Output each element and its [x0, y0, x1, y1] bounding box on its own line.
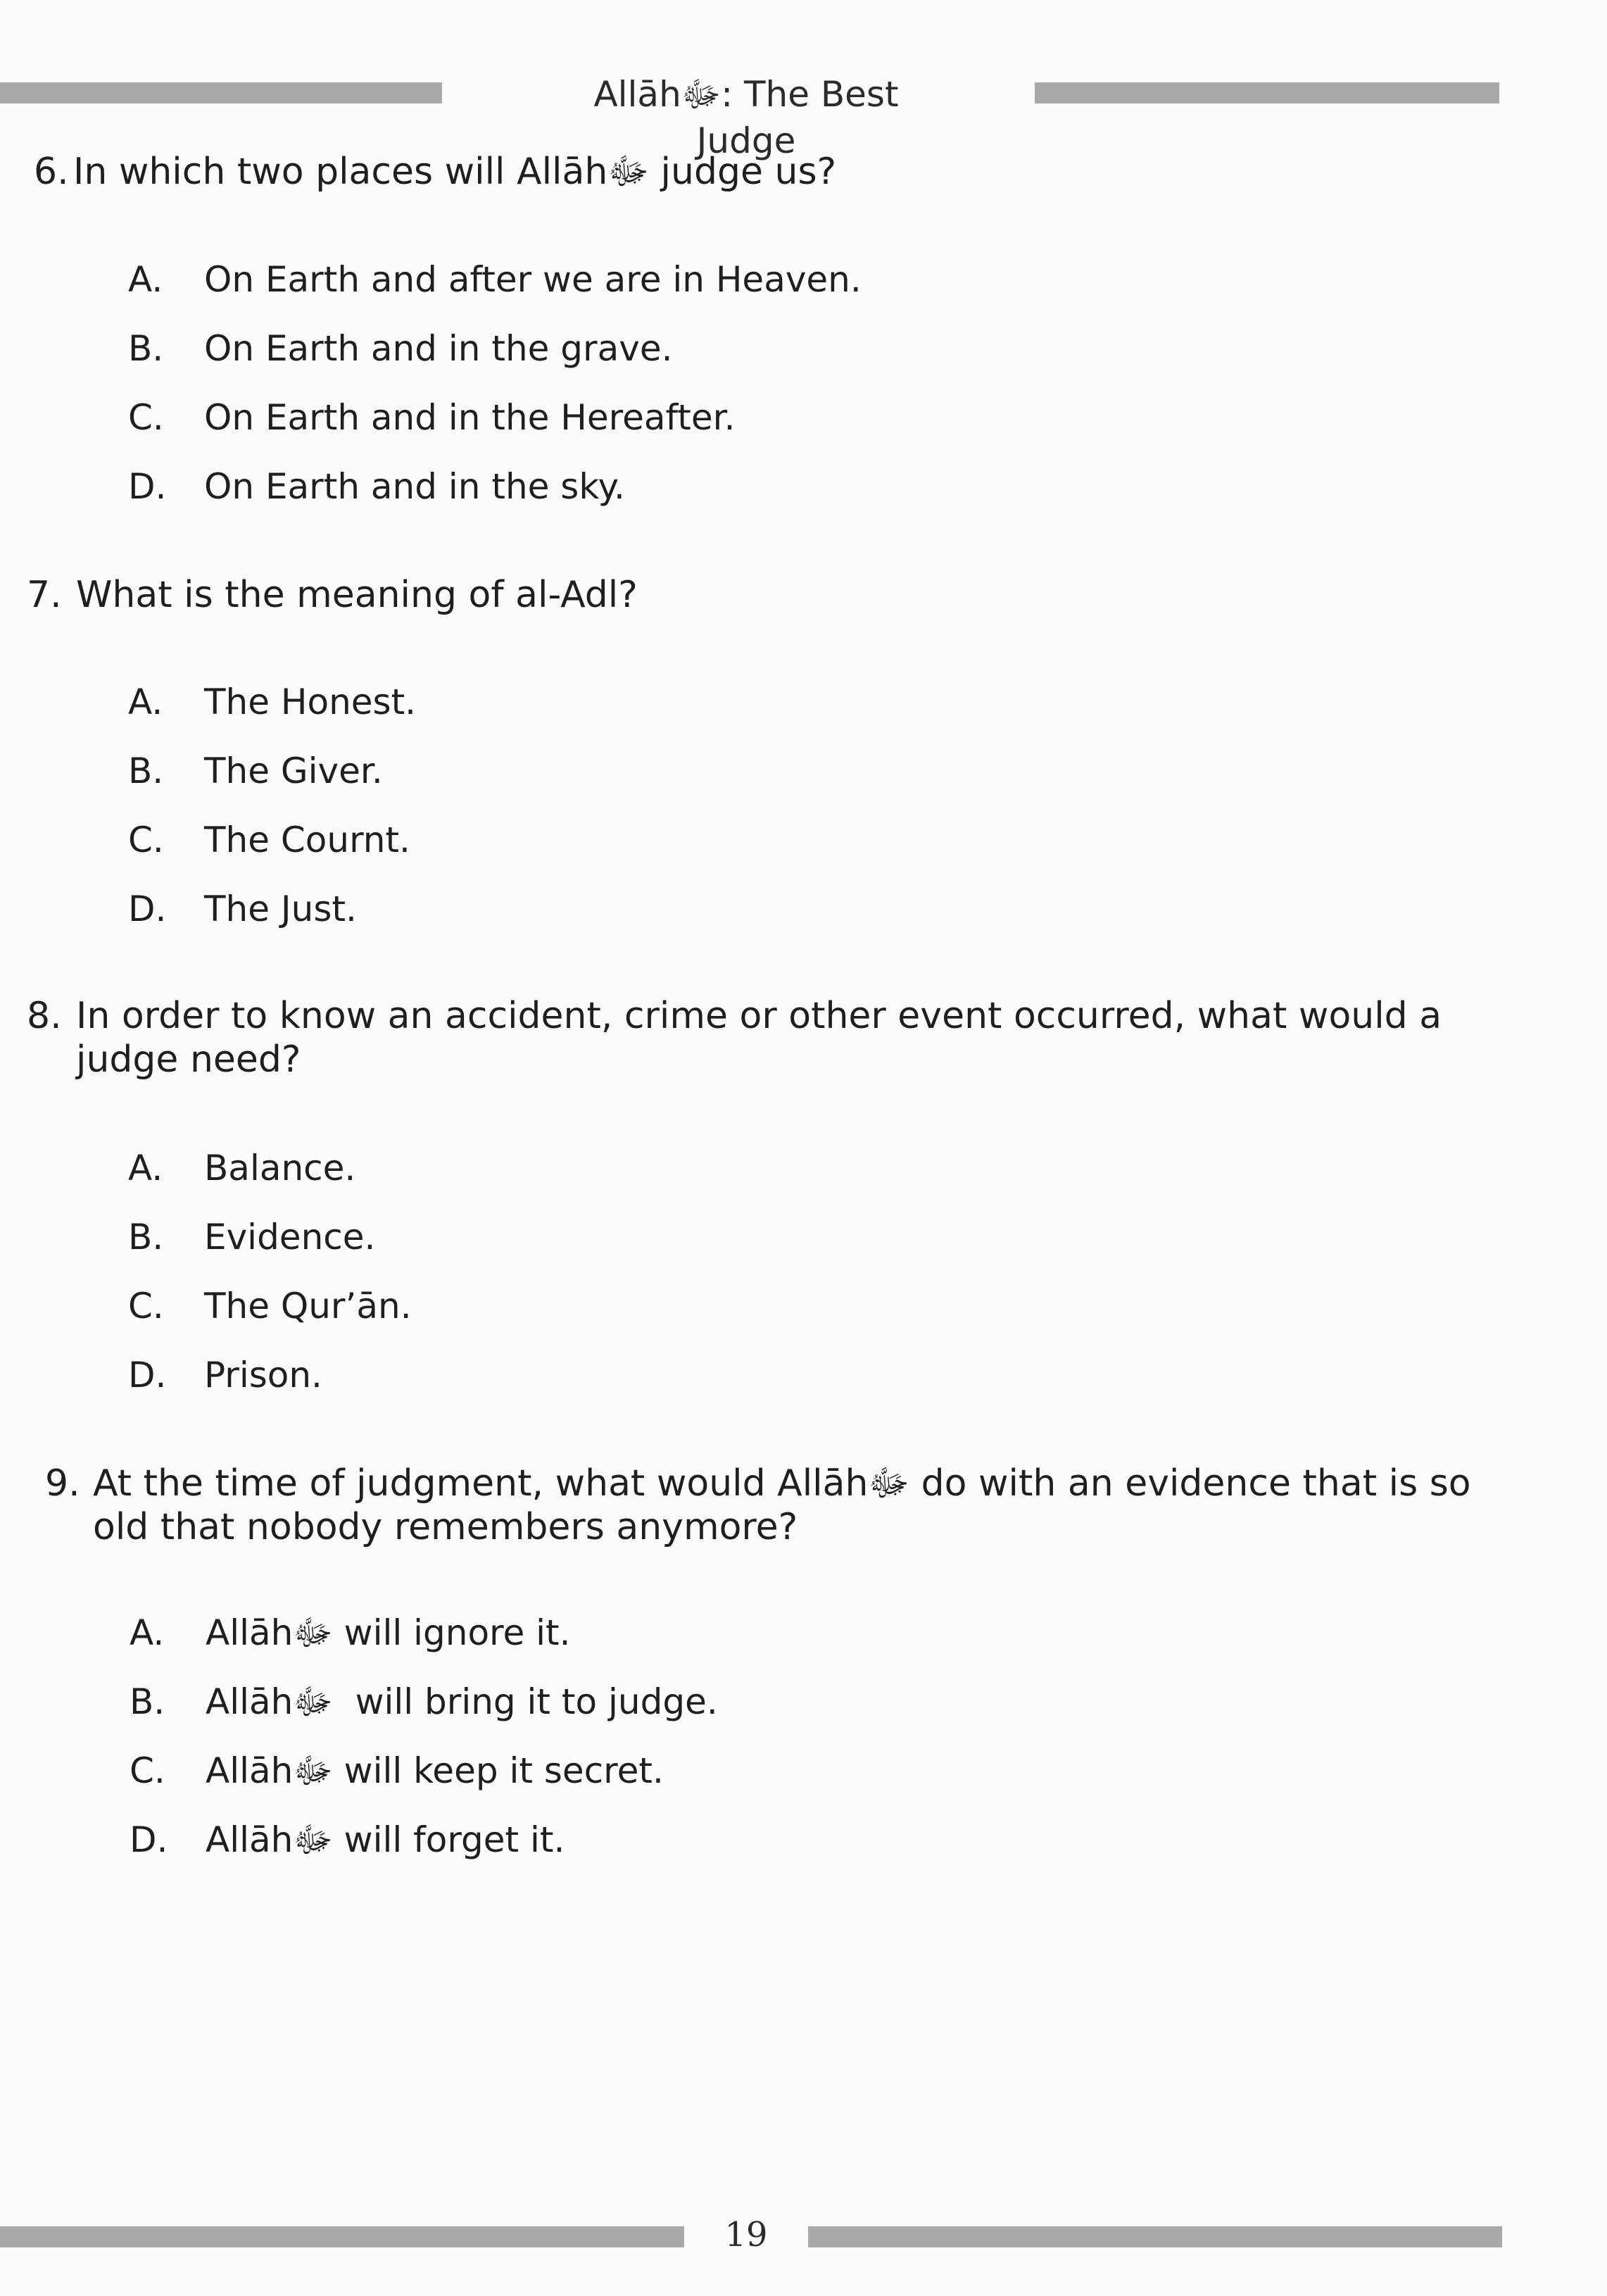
option-text: Evidence. [204, 1217, 376, 1257]
footer-bar-left [0, 2226, 684, 2247]
option-text: The Qur’ān. [204, 1286, 412, 1326]
option-text: The Honest. [204, 682, 417, 722]
option-text: Allāhﷻ will bring it to judge. [206, 1681, 718, 1722]
option-letter: A. [128, 682, 163, 722]
question-number: 6. [34, 151, 69, 193]
header-bar-right [1035, 82, 1499, 103]
option-text: On Earth and in the grave. [204, 328, 673, 369]
question-number: 8. [27, 995, 62, 1037]
option-letter: D. [128, 466, 167, 507]
option-letter: D. [128, 1355, 167, 1395]
option-letter: C. [130, 1750, 165, 1791]
option-letter: B. [128, 751, 164, 791]
option-text: On Earth and in the sky. [204, 466, 625, 507]
option-text: Balance. [204, 1148, 356, 1188]
option-letter: C. [128, 820, 164, 860]
option-text: Allāhﷻ will forget it. [206, 1819, 565, 1860]
header-bar-left [0, 82, 442, 103]
option-letter: B. [130, 1681, 165, 1722]
question-number: 9. [45, 1462, 80, 1505]
option-text: On Earth and in the Hereafter. [204, 397, 736, 438]
question-text: At the time of judgment, what would Allāhﷻ do with an evidence that is so old that nobody remembers anymore? [93, 1462, 1471, 1548]
option-text: Prison. [204, 1355, 322, 1395]
option-letter: A. [128, 259, 163, 300]
option-text: Allāhﷻ will ignore it. [206, 1612, 571, 1653]
page-header-title: Allāhﷻ: The Best Judge [593, 74, 899, 161]
option-text: Allāhﷻ will keep it secret. [206, 1750, 664, 1791]
option-letter: B. [128, 1217, 164, 1257]
question-text: What is the meaning of al-Adl? [76, 574, 638, 616]
option-text: The Just. [204, 889, 357, 929]
option-text: The Giver. [204, 751, 383, 791]
option-letter: C. [128, 397, 164, 438]
option-letter: D. [128, 889, 167, 929]
option-text: On Earth and after we are in Heaven. [204, 259, 862, 300]
question-text: In which two places will Allāhﷻ judge us? [73, 151, 837, 193]
question-8 [27, 994, 1519, 1081]
question-6 [34, 150, 1512, 194]
page-number: 19 [724, 2215, 768, 2254]
option-letter: A. [128, 1148, 163, 1188]
question-9 [45, 1462, 1481, 1549]
option-letter: C. [128, 1286, 164, 1326]
option-text: The Cournt. [204, 820, 410, 860]
question-text: In order to know an accident, crime or other event occurred, what would a judge need? [76, 995, 1442, 1081]
option-letter: A. [130, 1612, 165, 1653]
question-number: 7. [27, 574, 62, 616]
option-letter: D. [130, 1819, 168, 1860]
footer-bar-right [808, 2226, 1502, 2247]
question-7 [27, 573, 1505, 617]
option-letter: B. [128, 328, 164, 369]
